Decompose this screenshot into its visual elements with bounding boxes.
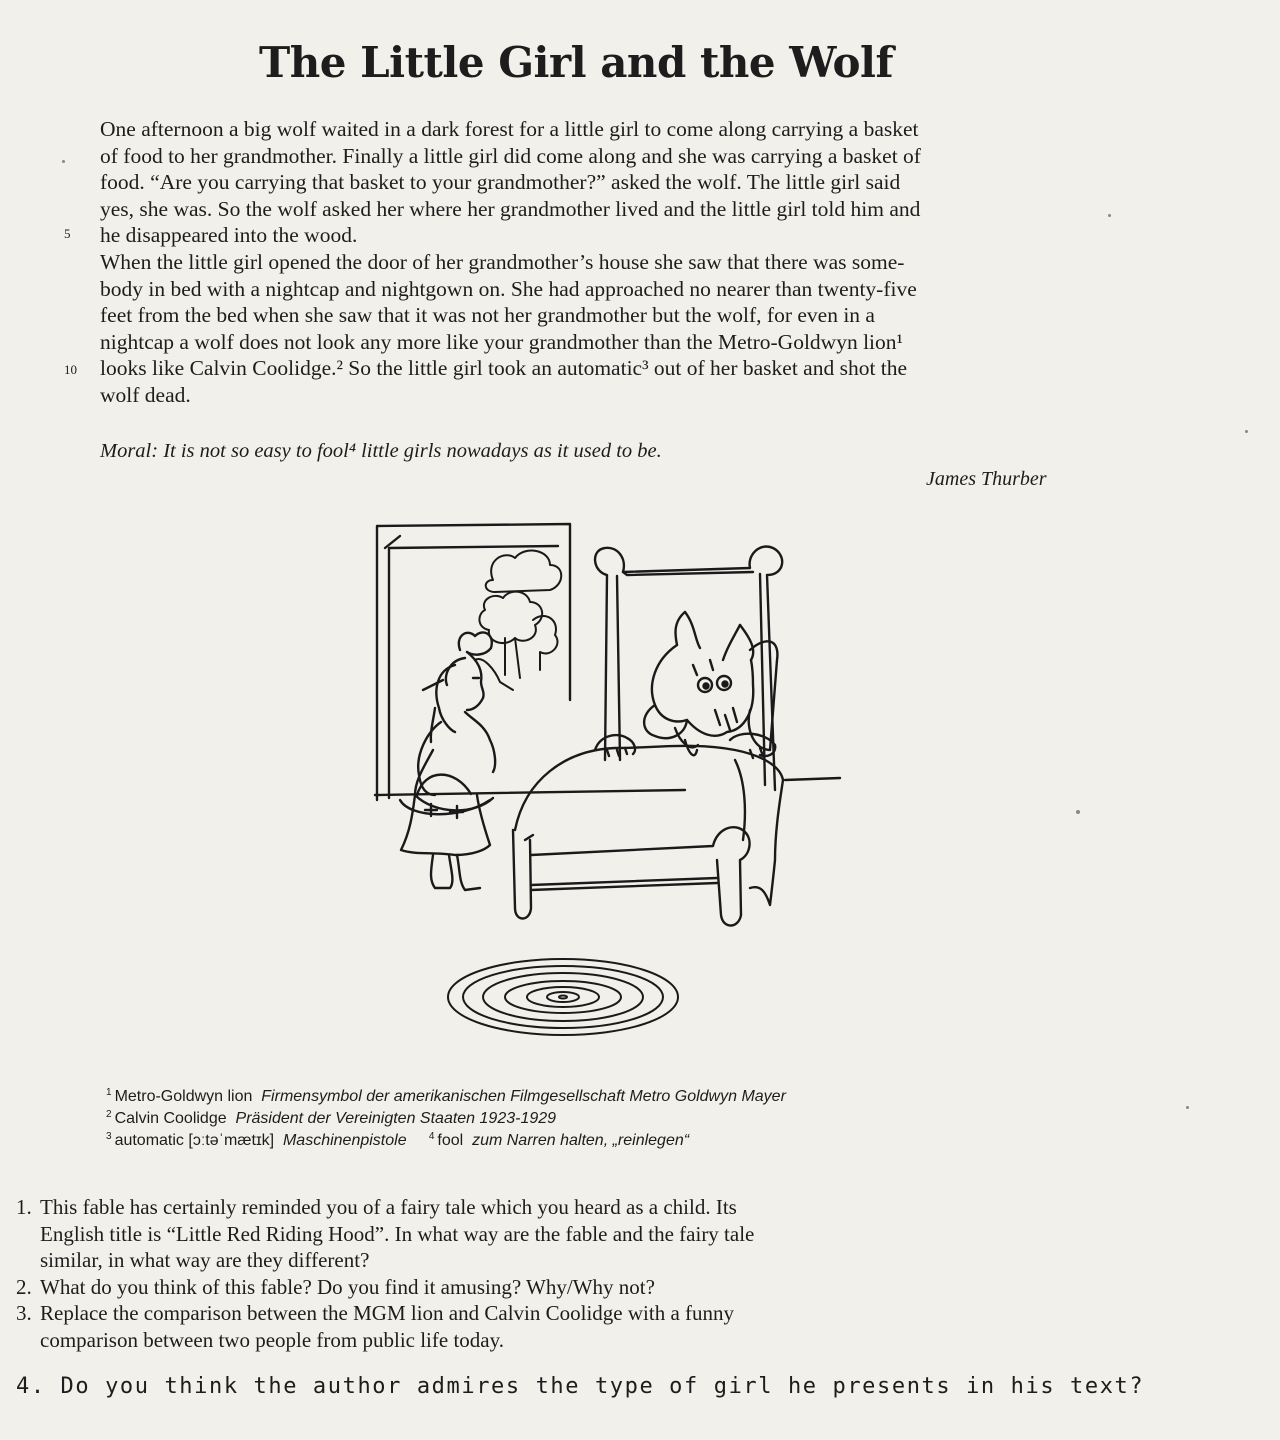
footnote-1 xyxy=(106,1082,966,1104)
footnote-number: 2 xyxy=(106,1109,112,1120)
story-line: feet from the bed when she saw that it was not her grandmother but the wolf, for even in a xyxy=(100,303,875,328)
story-line: yes, she was. So the wolf asked her where her grandmother lived and the little girl told him and xyxy=(100,196,921,221)
trees-outside xyxy=(475,551,561,690)
question-line: What do you think of this fable? Do you find it amusing? Why/Why not? xyxy=(40,1274,655,1299)
story-line: food. “Are you carrying that basket to your grandmother?” asked the wolf. The little girl said xyxy=(100,170,901,195)
scan-speck xyxy=(1108,214,1111,217)
bed-footboard xyxy=(513,827,750,925)
floor-line-right xyxy=(785,778,840,780)
question-line: This fable has certainly reminded you of a fairy tale which you heard as a child. Its xyxy=(40,1195,737,1219)
questions-list xyxy=(16,1194,916,1353)
wolf-in-bed-illustration xyxy=(355,510,845,1050)
question-line: comparison between two people from public life today. xyxy=(40,1327,504,1352)
wolf xyxy=(644,612,753,755)
scan-speck xyxy=(1076,810,1080,814)
footnote-gloss: Präsident der Vereinigten Staaten 1923-1929 xyxy=(235,1110,557,1127)
footnote-term: automatic [ɔːtəˈmætɪk] xyxy=(114,1132,275,1149)
question-line: similar, in what way are they different? xyxy=(40,1248,370,1272)
story-line: wolf dead. xyxy=(100,382,191,407)
story-line: When the little girl opened the door of her grandmother’s house she saw that there was some- xyxy=(100,249,905,274)
footnotes xyxy=(106,1082,966,1148)
scan-speck xyxy=(62,160,65,163)
footnote-gloss: Maschinenpistole xyxy=(282,1132,407,1149)
scan-speck xyxy=(1245,430,1248,433)
moral: Moral: It is not so easy to fool⁴ little girls nowadays as it used to be. xyxy=(100,440,662,462)
footnote-number: 4 xyxy=(428,1131,435,1142)
question-number: 3. xyxy=(16,1301,32,1325)
headboard xyxy=(595,546,782,790)
author: James Thurber xyxy=(926,468,1047,490)
question-3 xyxy=(16,1300,916,1353)
footnote-gloss: Firmensymbol der amerikanischen Filmgesellschaft Metro Goldwyn Mayer xyxy=(261,1088,786,1105)
story-line: nightcap a wolf does not look any more like your grandmother than the Metro-Goldwyn lion¹ xyxy=(100,329,903,354)
footnote-term: Metro-Goldwyn lion xyxy=(114,1088,253,1105)
line-number-10: 10 xyxy=(64,362,77,377)
footnote-term: fool xyxy=(437,1132,464,1149)
little-girl xyxy=(400,632,495,890)
story-line: of food to her grandmother. Finally a little girl did come along and she was carrying a basket of xyxy=(100,143,921,168)
story-text xyxy=(64,116,1075,409)
story-line: One afternoon a big wolf waited in a dark forest for a little girl to come along carrying a basket xyxy=(100,117,919,141)
footnote-2 xyxy=(106,1104,966,1126)
story-line: body in bed with a nightcap and nightgown on. She had approached no nearer than twenty-five xyxy=(100,276,917,301)
question-2 xyxy=(16,1274,916,1301)
question-line: English title is “Little Red Riding Hood”. In what way are the fable and the fairy tale xyxy=(40,1221,755,1246)
question-4-typed: 4. Do you think the author admires the type of girl he presents in his text? xyxy=(16,1374,1145,1399)
question-number: 2. xyxy=(16,1274,32,1299)
doorway xyxy=(377,524,570,800)
document-title: The Little Girl and the Wolf xyxy=(258,38,894,87)
footnote-term: Calvin Coolidge xyxy=(114,1110,227,1127)
footnote-gloss: zum Narren halten, „reinlegen“ xyxy=(472,1132,690,1149)
question-1 xyxy=(16,1194,916,1274)
line-number-5: 5 xyxy=(64,226,71,241)
story-line: looks like Calvin Coolidge.² So the little girl took an automatic³ out of her basket and shot the xyxy=(100,356,908,381)
footnote-number: 1 xyxy=(106,1087,112,1098)
question-number: 1. xyxy=(16,1195,32,1219)
footnote-number: 3 xyxy=(106,1131,112,1142)
story-line: he disappeared into the wood. xyxy=(100,223,358,248)
question-line: Replace the comparison between the MGM lion and Calvin Coolidge with a funny xyxy=(40,1301,735,1325)
scan-speck xyxy=(1186,1106,1189,1109)
footnote-3-4 xyxy=(106,1126,966,1148)
oval-rug xyxy=(448,959,678,1035)
